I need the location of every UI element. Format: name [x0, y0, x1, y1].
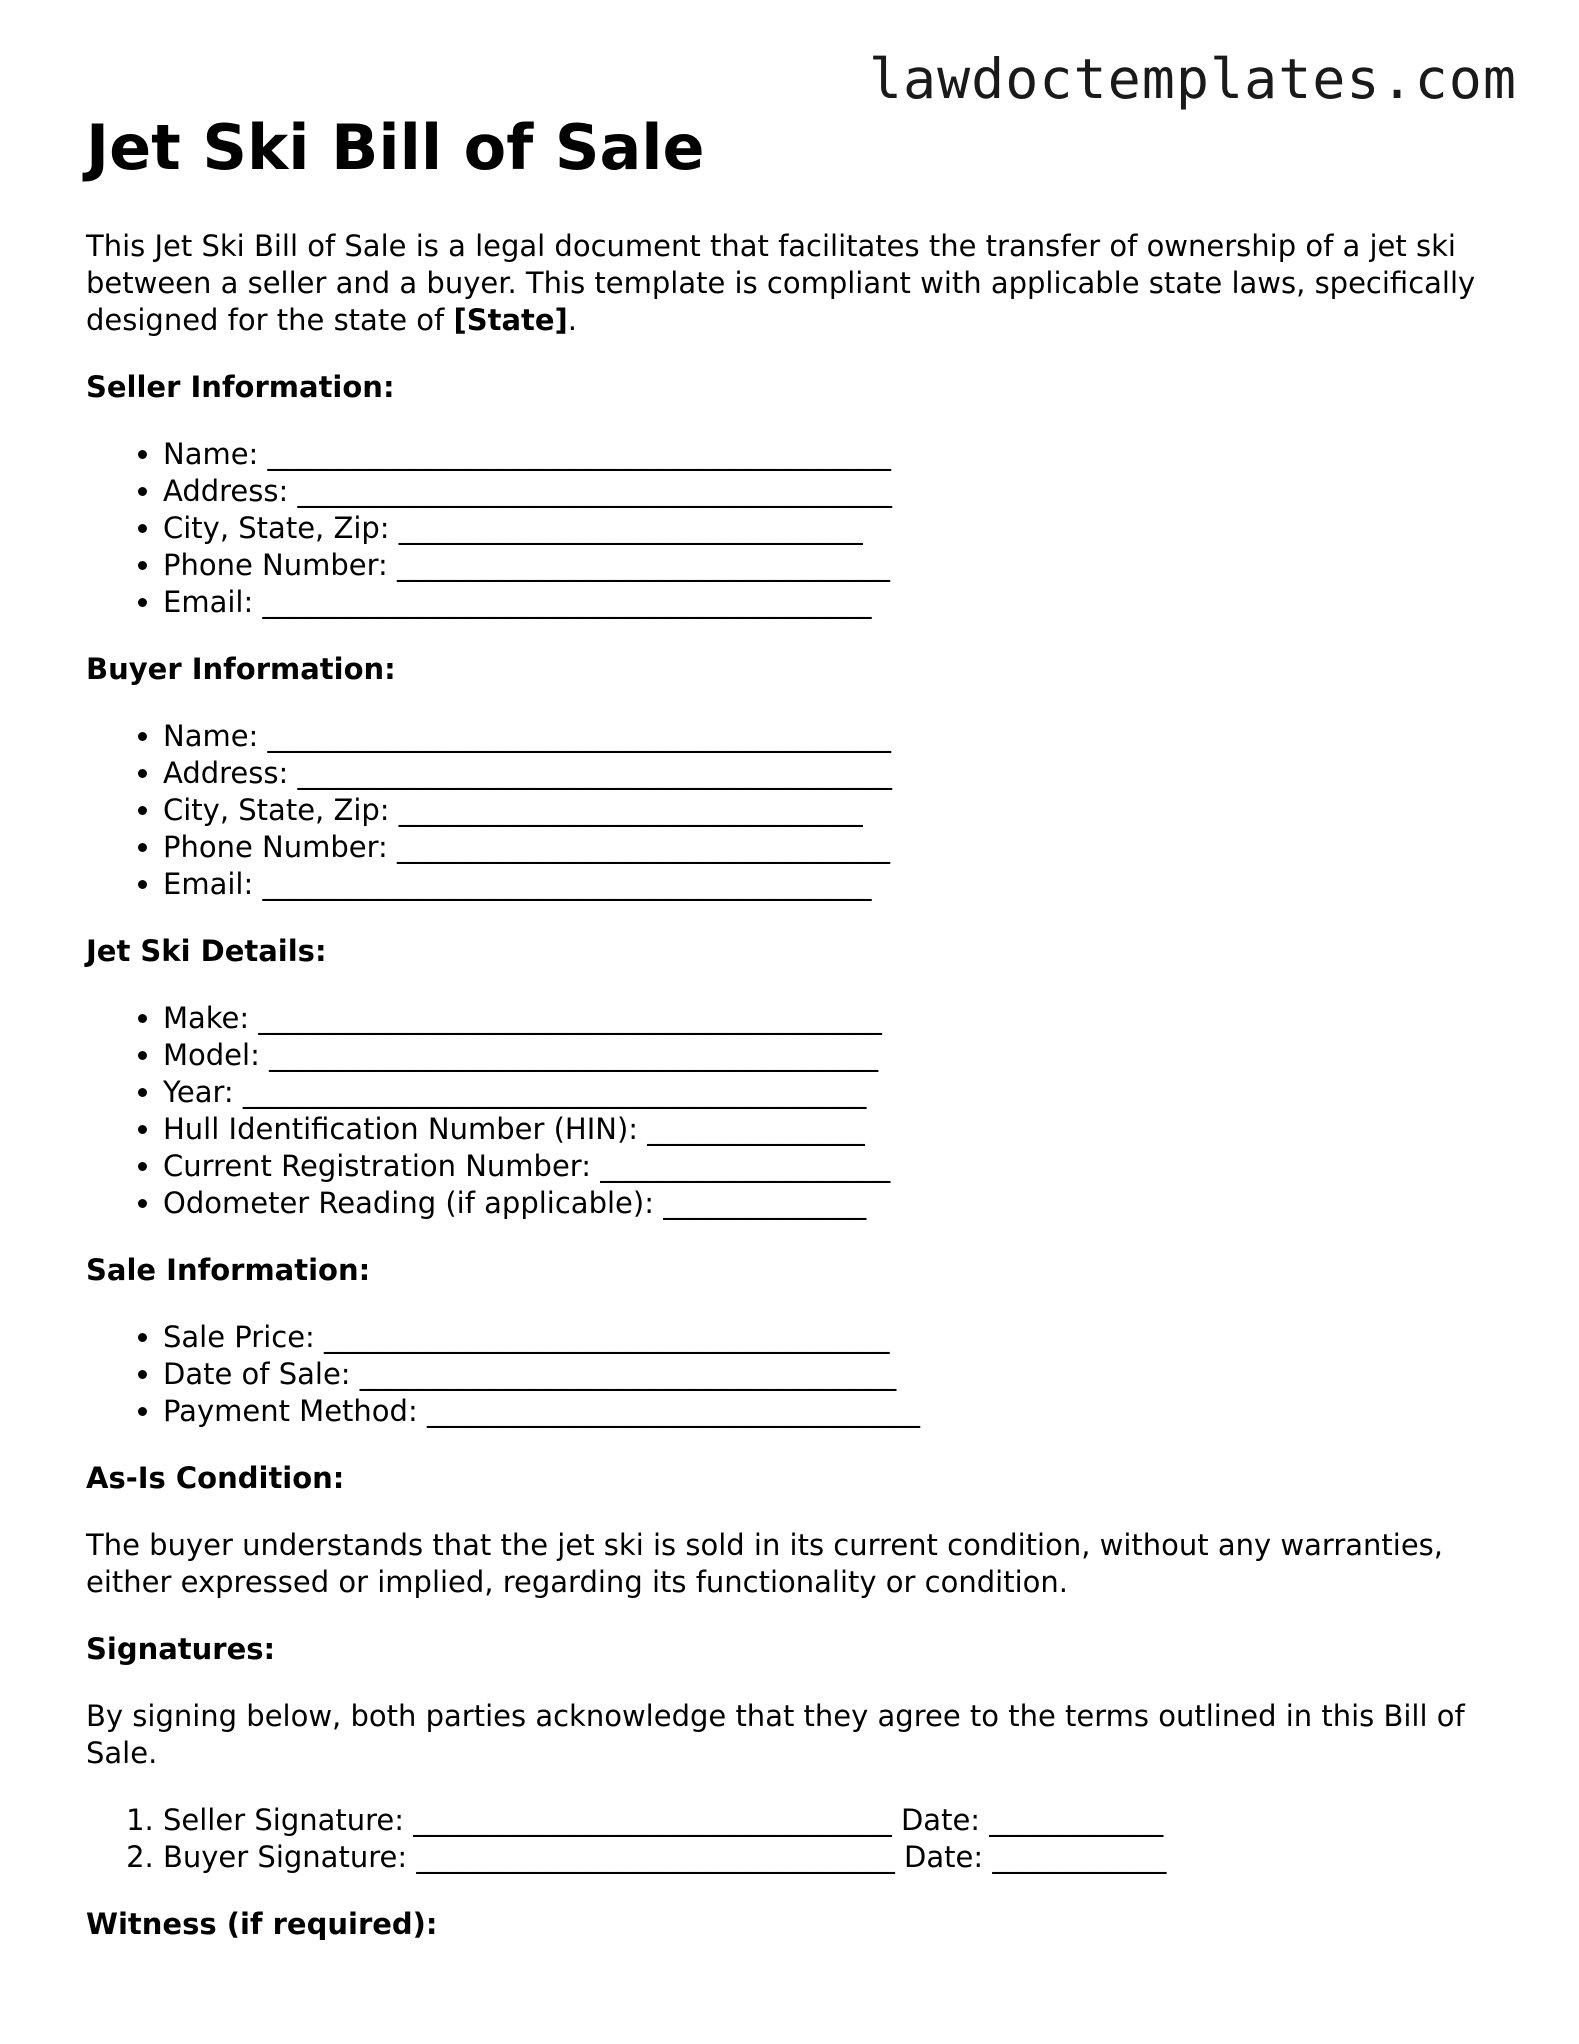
signatures-list — [86, 1802, 1506, 1876]
field-label: Year: — [163, 1075, 243, 1109]
signatures-heading: Signatures: — [86, 1632, 276, 1666]
field-blank[interactable]: __________________________________________ — [262, 585, 872, 619]
date-blank[interactable]: ____________ — [989, 1803, 1164, 1837]
sale-price-item — [163, 1319, 1506, 1356]
field-blank[interactable]: ______________ — [663, 1186, 867, 1220]
asis-paragraph: The buyer understands that the jet ski is sold in its current condition, without any warranties, either expressed or implied, regarding its functionality or condition. — [86, 1528, 1443, 1599]
seller-list — [86, 436, 1506, 621]
jetski-list — [86, 1000, 1506, 1222]
buyer-name-item — [163, 718, 1506, 755]
field-label: Email: — [163, 867, 263, 901]
intro-paragraph — [86, 228, 1506, 339]
field-blank[interactable]: ___________________________________________ — [267, 719, 892, 753]
buyer-city-item — [163, 792, 1506, 829]
field-label: City, State, Zip: — [163, 511, 399, 545]
field-blank[interactable]: __________________________________ — [397, 548, 891, 582]
field-blank[interactable]: __________________________________ — [426, 1394, 920, 1428]
jetski-hin-item — [163, 1111, 1506, 1148]
field-label: Phone Number: — [163, 830, 398, 864]
seller-name-item — [163, 436, 1506, 473]
jetski-heading: Jet Ski Details: — [86, 934, 327, 968]
buyer-heading: Buyer Information: — [86, 652, 396, 686]
document-page — [86, 108, 1506, 1943]
site-watermark: lawdoctemplates.com — [868, 47, 1517, 111]
witness-heading: Witness (if required): — [86, 1907, 438, 1941]
seller-address-item — [163, 473, 1506, 510]
seller-phone-item — [163, 547, 1506, 584]
buyer-list — [86, 718, 1506, 903]
jetski-make-item — [163, 1000, 1506, 1037]
sale-heading: Sale Information: — [86, 1253, 371, 1287]
seller-signature-item — [163, 1802, 1506, 1839]
intro-end: . — [567, 303, 578, 337]
field-label: Sale Price: — [163, 1320, 325, 1354]
field-blank[interactable]: ___________________________________________ — [258, 1001, 882, 1035]
jetski-year-item — [163, 1074, 1506, 1111]
field-blank[interactable]: _________________________________ — [416, 1840, 895, 1874]
field-label: Model: — [163, 1038, 270, 1072]
seller-city-item — [163, 510, 1506, 547]
field-blank[interactable]: __________________________________________ — [262, 867, 872, 901]
date-label: Date: — [891, 1803, 990, 1837]
field-blank[interactable]: ___________________________________________ — [242, 1075, 867, 1109]
buyer-address-item — [163, 755, 1506, 792]
field-label: City, State, Zip: — [163, 793, 399, 827]
date-label: Date: — [894, 1840, 993, 1874]
field-blank[interactable]: _________________________________ — [413, 1803, 892, 1837]
field-blank[interactable]: ___________________________________________ — [267, 437, 892, 471]
field-label: Address: — [163, 756, 298, 790]
field-label: Email: — [163, 585, 263, 619]
field-blank[interactable]: __________________________________________ — [269, 1038, 879, 1072]
field-blank[interactable]: _________________________________________ — [297, 756, 892, 790]
buyer-phone-item — [163, 829, 1506, 866]
field-blank[interactable]: ________________________________ — [398, 511, 863, 545]
field-label: Hull Identification Number (HIN): — [163, 1112, 648, 1146]
field-label: Phone Number: — [163, 548, 398, 582]
jetski-model-item — [163, 1037, 1506, 1074]
field-label: Address: — [163, 474, 298, 508]
field-label: Name: — [163, 437, 268, 471]
jetski-odometer-item — [163, 1185, 1506, 1222]
field-blank[interactable]: _________________________________________ — [297, 474, 892, 508]
document-title: Jet Ski Bill of Sale — [86, 111, 705, 184]
field-label: Current Registration Number: — [163, 1149, 601, 1183]
signatures-paragraph: By signing below, both parties acknowledge that they agree to the terms outlined in this Bill of Sale. — [86, 1699, 1465, 1770]
sale-list — [86, 1319, 1506, 1430]
field-label: Make: — [163, 1001, 259, 1035]
buyer-email-item — [163, 866, 1506, 903]
field-label: Name: — [163, 719, 268, 753]
asis-heading: As-Is Condition: — [86, 1461, 345, 1495]
field-blank[interactable]: ____________________ — [600, 1149, 891, 1183]
seller-heading: Seller Information: — [86, 370, 395, 404]
buyer-signature-item — [163, 1839, 1506, 1876]
field-label: Odometer Reading (if applicable): — [163, 1186, 664, 1220]
field-blank[interactable]: _______________________________________ — [324, 1320, 890, 1354]
field-blank[interactable]: __________________________________ — [397, 830, 891, 864]
field-label: Payment Method: — [163, 1394, 427, 1428]
field-label: Buyer Signature: — [163, 1840, 417, 1874]
date-blank[interactable]: ____________ — [992, 1840, 1167, 1874]
field-label: Date of Sale: — [163, 1357, 360, 1391]
intro-text: This Jet Ski Bill of Sale is a legal document that facilitates the transfer of ownership of a jet ski between a seller and a buyer. This template is compliant with applicable state laws, specifically designed for the state of — [86, 229, 1476, 337]
field-label: Seller Signature: — [163, 1803, 414, 1837]
intro-state: [State] — [453, 303, 568, 337]
field-blank[interactable]: _______________ — [647, 1112, 865, 1146]
sale-payment-item — [163, 1393, 1506, 1430]
sale-date-item — [163, 1356, 1506, 1393]
seller-email-item — [163, 584, 1506, 621]
jetski-registration-item — [163, 1148, 1506, 1185]
field-blank[interactable]: ________________________________ — [398, 793, 863, 827]
field-blank[interactable]: _____________________________________ — [359, 1357, 897, 1391]
